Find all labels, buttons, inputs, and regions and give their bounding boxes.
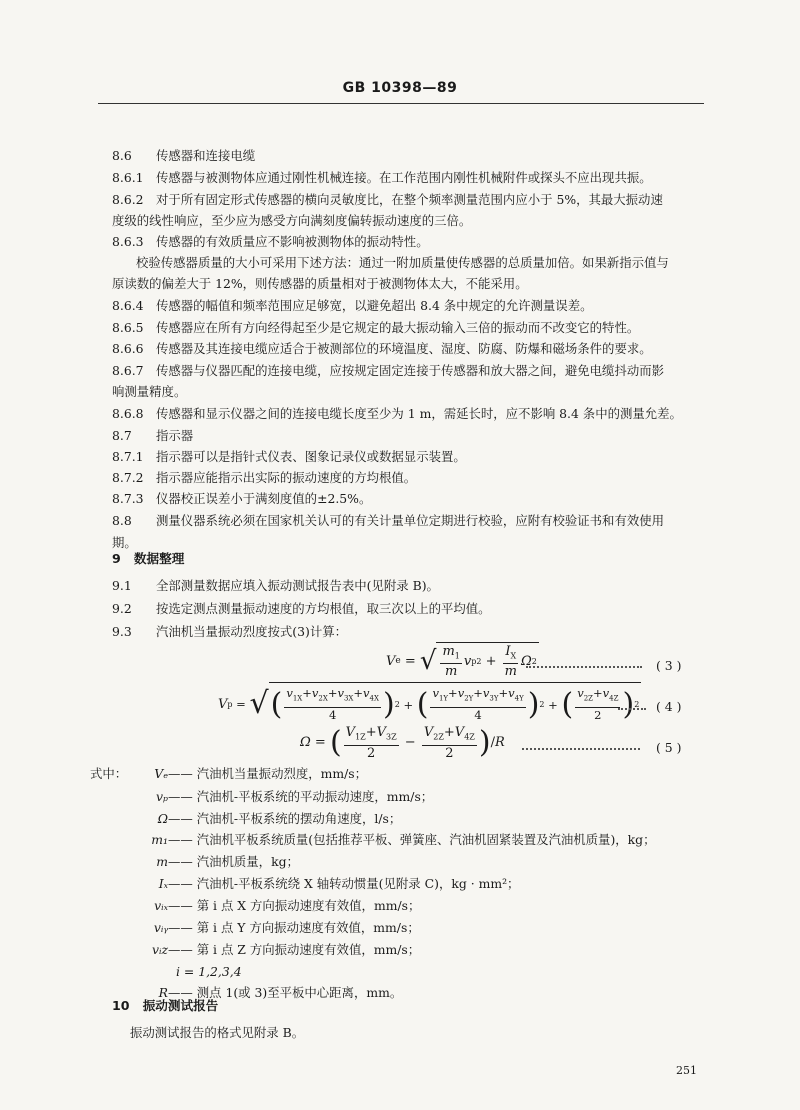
- section-8-line: [112, 449, 712, 465]
- clause-text: 度级的线性响应，至少应为感受方向满刻度偏转振动速度的三倍。: [112, 213, 472, 228]
- section-10-number: 10: [112, 998, 130, 1013]
- section-8-line: [112, 148, 712, 164]
- equation-3: V e = √ $\frac{m_1}{m}$ v p 2 + $\frac{I_X}{m}$ Ω 2: [386, 643, 537, 680]
- section-8-line: [112, 491, 712, 507]
- section-9-heading: [112, 551, 712, 567]
- clause-text: 传感器的有效质量应不影响被测物体的振动特性。: [156, 234, 429, 249]
- section-8-line: [112, 234, 712, 250]
- clause-number: 8.6.8: [112, 406, 144, 421]
- clause-number: 8.7.1: [112, 449, 144, 464]
- section-8-line: [112, 192, 712, 208]
- clause-number: 8.6.7: [112, 363, 144, 378]
- definition-item: [124, 876, 724, 892]
- clause-number: 8.6.2: [112, 192, 144, 207]
- clause-number: 8.8: [112, 513, 132, 528]
- header-rule: [98, 103, 704, 104]
- definition-text: —— 汽油机质量，kg；: [168, 854, 299, 869]
- section-8-line: [112, 513, 712, 529]
- clause-text: 传感器的幅值和频率范围应足够宽，以避免超出 8.4 条中规定的允许测量误差。: [156, 298, 593, 313]
- section-8-line: [112, 170, 712, 186]
- clause-text: 原读数的偏差大于 12%，则传感器的质量相对于被测物体太大，不能采用。: [112, 276, 528, 291]
- definition-symbol: Vₑ: [154, 766, 168, 781]
- section-8-line: [112, 341, 712, 357]
- item-9-1: 9.1 全部测量数据应填入振动测试报告表中(见附录 B)。: [112, 578, 439, 593]
- clause-number: 8.6.3: [112, 234, 144, 249]
- section-8-line: [112, 213, 712, 229]
- clause-text: 传感器及其连接电缆应适合于被测部位的环境温度、湿度、防腐、防爆和磁场条件的要求。: [156, 341, 652, 356]
- clause-text: 响测量精度。: [112, 384, 187, 399]
- equation-5-number: ( 5 ): [656, 740, 682, 755]
- definition-symbol: vᵢᵧ: [153, 920, 168, 935]
- definition-text: —— 第 i 点 Y 方向振动速度有效值，mm/s；: [168, 920, 420, 935]
- section-10-heading: [112, 998, 712, 1014]
- definition-text: —— 汽油机-平板系统的摆动角速度，l/s；: [168, 811, 402, 826]
- clause-text: 指示器应能指示出实际的振动速度的方均根值。: [156, 470, 417, 485]
- definition-text: —— 汽油机平板系统质量(包括推荐平板、弹簧座、汽油机固紧装置及汽油机质量)，kg；: [168, 832, 656, 847]
- clause-number: 8.6.1: [112, 170, 144, 185]
- definition-text: i = 1,2,3,4: [176, 964, 242, 979]
- clause-text: 指示器可以是指针式仪表、图象记录仪或数据显示装置。: [156, 449, 466, 464]
- section-8-line: [112, 320, 712, 336]
- section-8-line: [112, 384, 712, 400]
- equation-4-leader: [618, 708, 646, 710]
- equation-4: V p = √ ( $\frac{v_{1X}+v_{2X}+v_{3X}+v_{4X}}{4}$ ) 2 + ( $\frac{v_{1Y}+v_{2Y}+v_{3Y}+v_{4Y}}{4}$ ) 2 + ( $\frac{v_{2Z}+v_{4Z}}{2}$ ) 2: [218, 682, 641, 726]
- definition-text: —— 第 i 点 Z 方向振动速度有效值，mm/s；: [168, 942, 421, 957]
- definition-symbol: vᵢz: [151, 942, 168, 957]
- clause-text: 测量仪器系统必须在国家机关认可的有关计量单位定期进行校验，应附有校验证书和有效使用: [156, 513, 665, 528]
- section-8-line: [112, 470, 712, 486]
- clause-number: 8.7.3: [112, 491, 144, 506]
- clause-text: 传感器应在所有方向经得起至少是它规定的最大振动输入三倍的振动而不改变它的特性。: [156, 320, 640, 335]
- item-9-3: 9.3 汽油机当量振动烈度按式(3)计算：: [112, 624, 348, 639]
- equation-5: Ω = ( $\frac{V_{1Z}+V_{3Z}}{2}$ − $\frac{V_{2Z}+V_{4Z}}{2}$ ) / R: [300, 724, 505, 761]
- definition-item: [124, 964, 724, 980]
- section-8-line: [112, 406, 712, 422]
- definition-item: [124, 789, 724, 805]
- section-10-text: 振动测试报告的格式见附录 B。: [130, 1025, 305, 1040]
- section-9-number: 9: [112, 551, 121, 566]
- definition-item: [124, 942, 724, 958]
- clause-number: 8.7.2: [112, 470, 144, 485]
- clause-text: 传感器与仪器匹配的连接电缆，应按规定固定连接于传感器和放大器之间，避免电缆抖动而影: [156, 363, 665, 378]
- clause-text: 传感器和连接电缆: [156, 148, 256, 163]
- definitions-intro: 式中：: [90, 766, 128, 781]
- clause-text: 传感器和显示仪器之间的连接电缆长度至少为 1 m，需延长时，应不影响 8.4 条中的测量允差。: [156, 406, 682, 421]
- clause-number: 8.6.6: [112, 341, 144, 356]
- clause-number: 8.6: [112, 148, 132, 163]
- clause-text: 期。: [112, 535, 137, 550]
- section-8-line: [112, 298, 712, 314]
- page-number: 251: [676, 1064, 697, 1077]
- definition-text: —— 汽油机-平板系统绕 X 轴转动惯量(见附录 C)，kg · mm²；: [168, 876, 520, 891]
- equation-3-number: ( 3 ): [656, 658, 682, 673]
- standard-code-header: GB 10398—89: [342, 80, 458, 96]
- clause-text: 指示器: [156, 428, 194, 443]
- item-9-2: 9.2 按选定测点测量振动速度的方均根值，取三次以上的平均值。: [112, 601, 491, 616]
- equation-4-number: ( 4 ): [656, 699, 682, 714]
- definition-symbol: R: [158, 985, 168, 1000]
- clause-number: 8.6.5: [112, 320, 144, 335]
- section-8-line: [112, 363, 712, 379]
- clause-number: 8.6.4: [112, 298, 144, 313]
- definition-item: [124, 854, 724, 870]
- clause-number: 8.7: [112, 428, 132, 443]
- definition-item: [124, 811, 724, 827]
- definition-text: —— 汽油机当量振动烈度，mm/s；: [168, 766, 368, 781]
- definition-text: —— 测点 1(或 3)至平板中心距离，mm。: [168, 985, 403, 1000]
- section-8-line: [112, 276, 712, 292]
- definition-symbol: m: [156, 854, 168, 869]
- clause-text: 对于所有固定形式传感器的横向灵敏度比，在整个频率测量范围内应小于 5%，其最大振动速: [156, 192, 663, 207]
- equation-3-leader: [526, 666, 642, 668]
- definition-symbol: vₚ: [156, 789, 168, 804]
- definition-symbol: vᵢₓ: [154, 898, 168, 913]
- clause-text: 校验传感器质量的大小可采用下述方法：通过一附加质量使传感器的总质量加倍。如果新指示值与: [136, 255, 669, 270]
- definition-symbol: Ω: [157, 811, 168, 826]
- section-8-line: [112, 428, 712, 444]
- section-8-line: [112, 535, 712, 551]
- equation-5-leader: [522, 748, 640, 750]
- section-8-line: [136, 255, 736, 271]
- definition-text: —— 汽油机-平板系统的平动振动速度，mm/s；: [168, 789, 434, 804]
- definition-symbol: Iₓ: [158, 876, 168, 891]
- section-9-title: 数据整理: [133, 551, 185, 566]
- definition-text: —— 第 i 点 X 方向振动速度有效值，mm/s；: [168, 898, 421, 913]
- definition-item: [124, 832, 724, 848]
- definition-symbol: m₁: [151, 832, 168, 847]
- definition-item: [124, 920, 724, 936]
- section-10-title: 振动测试报告: [142, 998, 219, 1013]
- clause-text: 仪器校正误差小于满刻度值的±2.5%。: [156, 491, 372, 506]
- definition-item: [124, 766, 724, 782]
- clause-text: 传感器与被测物体应通过刚性机械连接。在工作范围内刚性机械附件或探头不应出现共振。: [156, 170, 652, 185]
- definition-item: [124, 898, 724, 914]
